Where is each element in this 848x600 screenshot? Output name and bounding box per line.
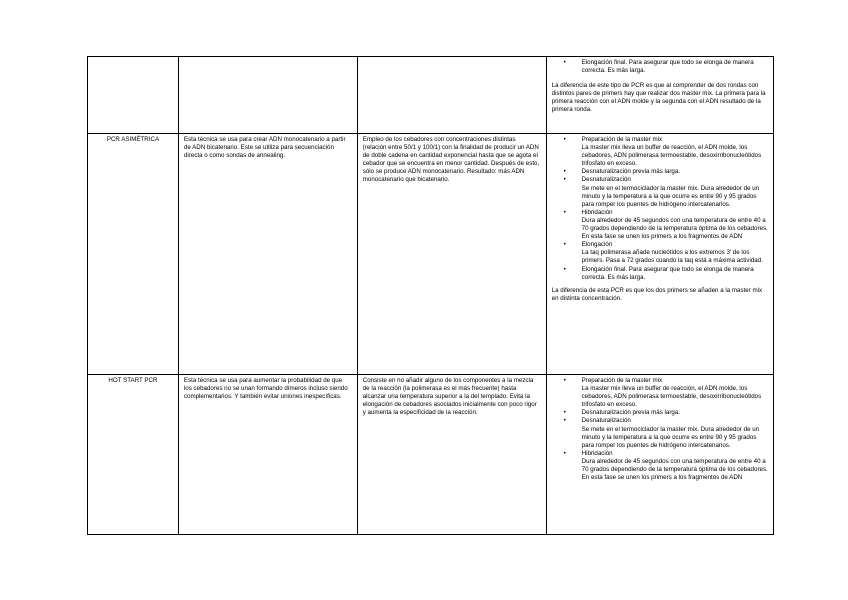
step-item: [552, 176, 768, 208]
step-item: [552, 59, 768, 75]
technique-description: [178, 57, 357, 134]
technique-name: HOT START PCR: [88, 375, 179, 535]
step-item: [552, 241, 768, 265]
step-item: [552, 377, 768, 409]
step-detail: Se mete en el termociclador la master mix. Dura alrededor de un minuto y la temperatura a la que ocurre es entre 90 y 95 grados para romper los puentes de hidrógeno intercatenarios.: [581, 425, 760, 449]
step-item: [552, 136, 768, 168]
steps-list: [552, 59, 768, 75]
steps-list: [552, 136, 768, 282]
step-detail: La master mix lleva un buffer de reacción, el ADN molde, los cebadores, ADN polimerasa termoestable, desoxirribonucleótidos trifosfato en exceso.: [581, 144, 762, 168]
step-title: • Elongación: [581, 241, 613, 249]
step-detail: Se mete en el termociclador la master mix. Dura alrededor de un minuto y la temperatura a la que ocurre es entre 90 y 95 grados para romper los puentes de hidrógeno intercatenarios.: [581, 184, 760, 208]
step-title: • Hibridación: [581, 449, 613, 457]
technique-note: La diferencia de esta PCR es que los dos primers se añaden a la master mix en distinta concentración.: [551, 286, 763, 302]
technique-name: PCR ASIMÉTRICA: [88, 134, 179, 375]
step-detail: La master mix lleva un buffer de reacción, el ADN molde, los cebadores, ADN polimerasa termoestable, desoxirribonucleótidos trifosfato en exceso.: [581, 385, 762, 409]
step-item: [552, 409, 768, 417]
technique-method: Empleo de los cebadores con concentraciones distintas (relación entre 50/1 y 100/1) con la finalidad de producir un ADN de doble cadena en cantidad exponencial hasta que se agota el cebador que se encuentra en menor cantidad. Después de esto, sólo se produce ADN monocatenario. Resultado: más ADN monocatenario que bicatenario.: [357, 134, 546, 375]
step-item: [552, 209, 768, 241]
step-item: [552, 417, 768, 449]
technique-steps-cell: [546, 57, 773, 134]
technique-description: Esta técnica se usa para aumentar la probabilidad de que los cebadores no se unan formando dímeros incluso siendo complementarios. Y también evitar uniones inespecíficas.: [178, 375, 357, 535]
step-title: • Preparación de la master mix: [581, 136, 663, 143]
steps-list: [552, 377, 768, 482]
step-title: • Preparación de la master mix: [581, 377, 663, 384]
step-title: • Desnaturalización: [581, 417, 631, 425]
technique-steps-cell: [546, 134, 773, 375]
step-title: • Desnaturalización previa más larga.: [581, 168, 681, 176]
step-title: • Elongación final. Para asegurar que todo se elonga de manera correcta. Es más larga.: [581, 265, 754, 281]
table-row: [88, 134, 774, 375]
technique-description: Esta técnica se usa para crear ADN monocatenario a partir de ADN bicatenario. Este se utiliza para secuenciación directa o como sondas de annealing.: [178, 134, 357, 375]
step-title: • Desnaturalización: [581, 176, 631, 184]
table-row: [88, 375, 774, 535]
technique-method: Consiste en no añadir alguno de los componentes a la mezcla de la reacción (la polimerasa es el más frecuente) hasta alcanzar una temperatura superior a la del templado. Evita la elongación de cebadores asociados inicialmente con poco rigor y aumenta la especificidad de la reacción.: [357, 375, 546, 535]
pcr-table: [87, 56, 774, 535]
step-title: • Desnaturalización previa más larga.: [581, 409, 681, 417]
step-title: • Hibridación: [581, 208, 613, 216]
step-item: [552, 450, 768, 482]
step-detail: Dura alrededor de 45 segundos con una temperatura de entre 40 a 70 grados dependiendo de la temperatura óptima de los cebadores. En esta fase se unen los primers a los fragmentos de ADN: [581, 457, 768, 482]
technique-note: La diferencia de este tipo de PCR es que al comprender de dos rondas con distintos pares de primers hay que realizar dos master mix. La primera para la primera reacción con el ADN molde y la segunda con el ADN resultado de la primera ronda.: [551, 82, 766, 114]
step-item: [552, 266, 768, 282]
step-detail: Dura alrededor de 45 segundos con una temperatura de entre 40 a 70 grados dependiendo de la temperatura óptima de los cebadores. En esta fase se unen los primers a los fragmentos de ADN: [581, 216, 768, 241]
step-item: [552, 168, 768, 176]
technique-name: [88, 57, 179, 134]
technique-method: [357, 57, 546, 134]
table-row: [88, 57, 774, 134]
technique-steps-cell: [546, 375, 773, 535]
step-title: • Elongación final. Para asegurar que todo se elonga de manera correcta. Es más larga.: [581, 59, 754, 75]
step-detail: La taq polimerasa añade nucleótidos a los extremos 3' de los primers. Pasa a 72 grados cuando la taq está a máxima actividad.: [581, 249, 763, 265]
